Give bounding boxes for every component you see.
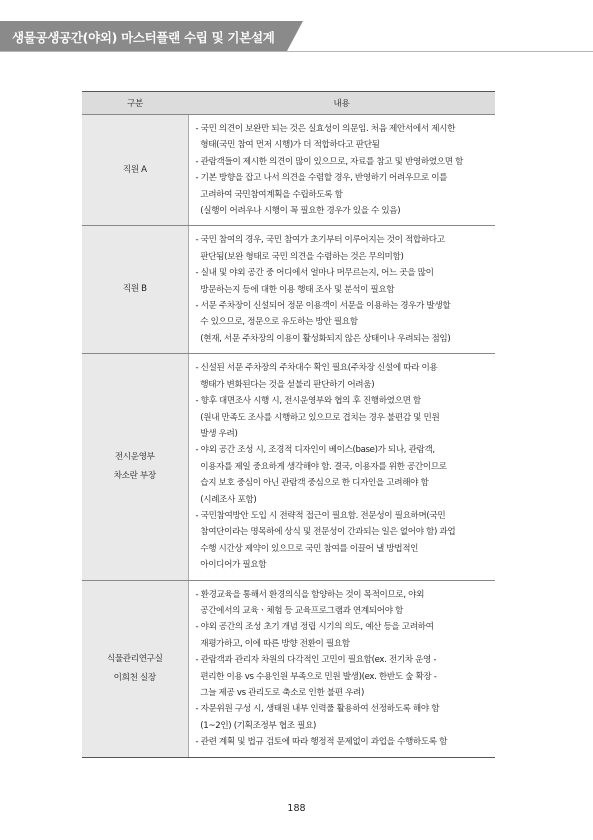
content-line: 그늘 제공 vs 관리도로 축소로 인한 불편 우려) — [195, 688, 364, 698]
content-line: - 향후 대면조사 시행 시, 전시운영부와 협의 후 진행하였으면 함 — [195, 396, 421, 407]
content-line: - 야외 공간의 조성 초기 개념 정립 시기의 의도, 예산 등을 고려하여 — [195, 622, 434, 633]
content-line: - 국민참여방안 도입 시 전략적 접근이 필요함. 전문성이 필요하며(국민 — [195, 510, 446, 521]
content-line: 판단됨(보완 형태로 국민 의견을 수렴하는 것은 무의미함) — [195, 251, 404, 262]
content-line: 편리한 이용 vs 수용인원 부족으로 민원 발생)(ex. 한반도 숲 확장 - — [195, 671, 437, 682]
content-line: 방문하는지 등에 대한 이용 행태 조사 및 분석이 필요함 — [195, 284, 395, 295]
content-line: - 실내 및 야외 공간 중 어디에서 얼마나 머무르는지, 어느 곳을 많이 — [195, 268, 434, 279]
row-content — [188, 354, 495, 580]
table-row — [82, 226, 495, 354]
row-category — [82, 580, 188, 757]
table-row — [82, 115, 495, 226]
content-line: (1~2인) (기획조정부 협조 필요) — [195, 720, 317, 731]
row-content — [188, 226, 495, 354]
content-line: - 기본 방향을 잡고 나서 의견을 수렴할 경우, 반영하기 어려우므로 이를 — [195, 173, 448, 184]
content-line: 수행 시간상 제약이 있으므로 국민 참여를 이끌어 낼 방법적인 — [195, 543, 419, 554]
category-line: 이희천 실장 — [113, 672, 156, 683]
category-line: 차소란 부장 — [113, 470, 156, 481]
content-line: 이용자를 제일 중요하게 생각해야 함. 결국, 이용자를 위한 공간이므로 — [195, 461, 447, 472]
content-line: (원내 만족도 조사를 시행하고 있으므로 겹치는 경우 불편감 및 민원 — [195, 412, 440, 423]
content-line: (현재, 서문 주차장의 이용이 활성화되지 않은 상태이나 우려되는 점임) — [195, 333, 451, 344]
row-category — [82, 354, 188, 580]
content-line: - 신설된 서문 주차장의 주차대수 확인 필요(주차장 신설에 따라 이용 — [195, 363, 438, 374]
content-line: 고려하여 국민참여계획을 수립하도록 함 — [195, 189, 343, 200]
content-list — [196, 360, 493, 573]
category-line: 식물관리연구실 — [106, 653, 163, 664]
page-number: 188 — [287, 803, 306, 814]
category-line: 직원 A — [122, 164, 147, 175]
content-line: 아이디어가 필요함 — [195, 560, 267, 571]
row-category — [82, 226, 188, 354]
header-category: 구분 — [82, 92, 188, 115]
row-content — [188, 580, 495, 757]
header-band — [0, 21, 287, 51]
content-line: 발생 우려) — [195, 428, 238, 439]
content-line: 습지 보호 중심이 아닌 관람객 중심으로 한 디자인을 고려해야 함 — [195, 478, 429, 489]
table-header-row — [82, 92, 495, 115]
table-row — [82, 580, 495, 757]
category-line: 전시운영부 — [114, 451, 155, 462]
content-line: - 관련 계획 및 법규 검토에 따라 행정적 문제없이 과업을 수행하도록 함 — [195, 737, 448, 748]
header-title: 생물공생공간(야외) 마스터플랜 수립 및 기본설계 — [12, 30, 275, 45]
content-line: - 국민 의견이 보완만 되는 것은 실효성이 의문임. 처음 제안서에서 제시한 — [195, 124, 456, 134]
header-content: 내용 — [188, 92, 495, 115]
content-line: 재평가하고, 이에 따른 방향 전환이 필요함 — [195, 638, 350, 649]
header-divider — [0, 51, 593, 52]
meeting-opinions-table — [82, 91, 495, 758]
content-line: 공간에서의 교육ㆍ체험 등 교육프로그램과 연계되어야 함 — [195, 605, 404, 616]
content-line: (시례조사 포함) — [195, 494, 257, 505]
content-line: (실행이 어려우나 시행이 꼭 필요한 경우가 있을 수 있음) — [195, 206, 401, 217]
row-category — [82, 115, 188, 226]
content-line: - 야외 공간 조성 시, 조경적 디자인이 베이스(base)가 되나, 관람객, — [195, 445, 435, 456]
content-line: 참여단이라는 명목하에 상식 및 전문성이 간과되는 일은 없어야 함) 과업 — [195, 527, 456, 538]
content-list — [196, 121, 493, 219]
content-line: 형태(국민 참여 먼저 시행)가 더 적합하다고 판단됨 — [195, 140, 380, 151]
content-line: 행태가 변화된다는 것을 섣불리 판단하기 어려움) — [195, 379, 375, 390]
content-line: - 서문 주차장이 신설되어 정문 이용객이 서문을 이용하는 경우가 발생할 — [195, 301, 451, 312]
category-line: 직원 B — [122, 284, 147, 295]
content-line: - 환경교육을 통해서 환경의식을 함양하는 것이 목적이므로, 야외 — [195, 589, 425, 600]
content-line: - 관람객들이 제시한 의견이 많이 있으므로, 자료를 참고 및 반영하였으면 함 — [195, 156, 463, 167]
table-row — [82, 354, 495, 580]
content-list — [196, 587, 493, 751]
content-line: - 자문위원 구성 시, 생태원 내부 인력풀 활용하여 선정하도록 해야 함 — [195, 704, 440, 715]
content-line: 수 있으므로, 정문으로 유도하는 방안 필요함 — [195, 317, 358, 328]
content-line: - 국민 참여의 경우, 국민 참여가 초기부터 이루어지는 것이 적합하다고 — [195, 235, 445, 246]
content-list — [196, 232, 493, 347]
content-line: - 관람객과 관리자 차원의 다각적인 고민이 필요함(ex. 전기차 운영 - — [195, 655, 437, 666]
row-content — [188, 115, 495, 226]
